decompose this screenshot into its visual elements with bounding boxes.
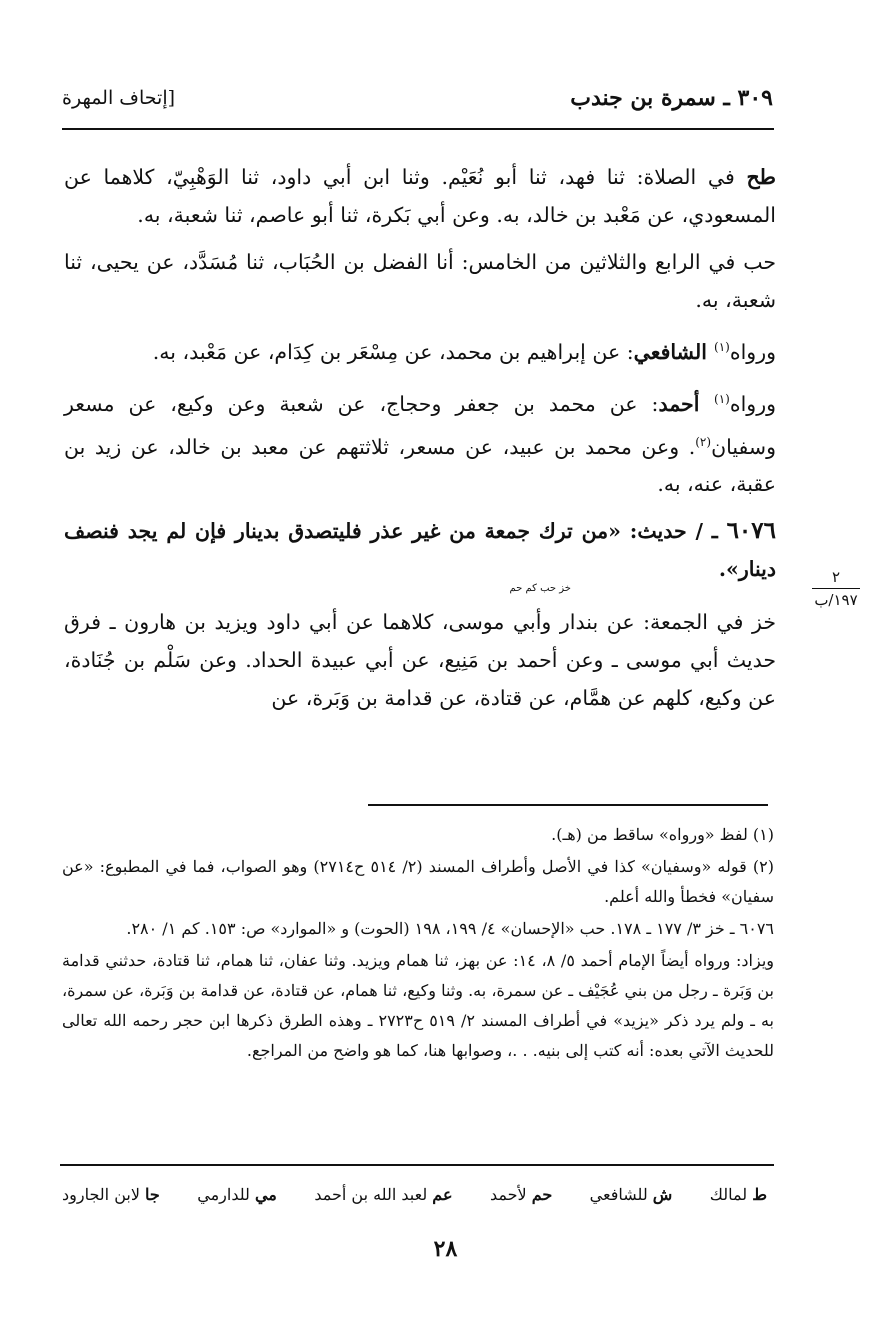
- margin-note: [806, 568, 866, 609]
- abbr-item: ش للشافعي: [589, 1185, 673, 1204]
- footnote-4: ويزاد: ورواه أيضاً الإمام أحمد ٥/ ٨، ١٤: عن بهز، ثنا همام ويزيد. وثنا عفان، ثنا همام، ثنا قتادة، حدثني قدامة بن وَبَرة ـ رجل من بني عُجَيْف ـ عن سمرة، به. وثنا وكيع، ثنا همام، عن قتادة، عن قدامة بن وَبَرة، عن سمرة، به ـ ولم يرد ذكر «يزيد» في أطراف المسند ٢/ ٥١٩ ح٢٧٢٣ ـ وهذه الطرق ذكرها ابن حجر رحمه الله تعالى للحديث الآتي بعده: أنه كتب إلى بنيه. . .، وصوابها هنا، كما هو واضح من المراجع.: [62, 951, 774, 1060]
- source-code: طح: [746, 165, 776, 189]
- footnotes: [62, 820, 774, 1068]
- running-header: [62, 78, 773, 118]
- paragraph-text: : عن إبراهيم بن محمد، عن مِسْعَر بن كِدَام، عن مَعْبد، به.: [152, 339, 634, 364]
- margin-note-top: ٢: [831, 568, 841, 586]
- hadith-text: : «من ترك جمعة من غير عذر فليتصدق بدينار فإن لم يجد فنصف دينار».: [64, 519, 776, 582]
- abbr-item: حم لأحمد: [489, 1185, 553, 1204]
- margin-note-line: [812, 588, 860, 589]
- header-rule: [62, 128, 774, 130]
- footnote-2: (٢) قوله «وسفيان» كذا في الأصل وأطراف المسند (٢/ ٥١٤ ح٢٧١٤) وهو الصواب، فما في المطبوع: «عن سفيان» فخطأ والله أعلم.: [62, 857, 774, 906]
- paragraph-text: ورواه: [729, 391, 776, 416]
- hadith-source-codes: خز حب كم حم: [509, 583, 571, 595]
- source-name: الشافعي: [633, 339, 715, 364]
- abbr-item: عم لعبد الله بن أحمد: [314, 1185, 453, 1204]
- paragraph-text: : عن محمد بن جعفر وحجاج، عن شعبة وعن وكيع، عن مسعر وسفيان: [64, 391, 776, 459]
- paragraph-text: ورواه: [729, 339, 776, 364]
- main-text: [64, 158, 776, 726]
- paragraph-5: [64, 603, 776, 717]
- abbreviations-key: [62, 1185, 767, 1204]
- abbr-item: ط لمالك: [709, 1185, 767, 1204]
- paragraph-text: حب في الرابع والثلاثين من الخامس: أنا الفضل بن الحُبَاب، ثنا مُسَدَّد، عن يحيى، ثنا شعبة، به.: [64, 250, 776, 312]
- paragraph-2: [64, 243, 776, 319]
- footnote-rule: [368, 804, 768, 806]
- abbreviations-rule: [60, 1164, 774, 1166]
- paragraph-text: خز في الجمعة: عن بندار وأبي موسى، كلاهما عن أبي داود ويزيد بن هارون ـ فرق حديث أبي موسى ـ وعن أحمد بن مَنِيع، عن أبي عبيدة الحداد. وعن سَلْم بن جُنَادة، عن وكيع، كلهم عن همَّام، عن قتادة، عن قدامة بن وَبَرة، عن: [64, 610, 776, 711]
- hadith-entry: [64, 512, 776, 594]
- book-title: [إتحاف المهرة: [62, 87, 176, 109]
- paragraph-text: في الصلاة: ثنا فهد، ثنا أبو نُعَيْم. وثنا ابن أبي داود، ثنا الوَهْبِيّ، كلاهما عن المسعودي، عن مَعْبد بن خالد، به. وعن أبي بَكرة، ثنا أبو عاصم، ثنا شعبة، به.: [64, 165, 776, 227]
- footnote-ref: (١): [714, 340, 730, 354]
- page-number: ٢٨: [433, 1236, 458, 1262]
- footnote-ref: (١): [714, 391, 730, 406]
- paragraph-4: [64, 380, 776, 504]
- footnote-ref: (٢): [695, 434, 712, 449]
- footnote-1: (١) لفظ «ورواه» ساقط من (هـ).: [551, 825, 774, 844]
- footnote-3: ٦٠٧٦ ـ خز ٣/ ١٧٧ ـ ١٧٨. حب «الإحسان» ٤/ ١٩٩، ١٩٨ (الحوت) و «الموارد» ص: ١٥٣. كم ١/ ٢٨٠.: [126, 919, 774, 938]
- paragraph-text: . وعن محمد بن عبيد، عن مسعر، ثلاثتهم عن معبد بن خالد، عن زيد بن عقبة، عنه، به.: [64, 434, 776, 497]
- paragraph-1: [64, 158, 776, 234]
- paragraph-3: [64, 328, 776, 371]
- abbr-item: مي للدارمي: [197, 1185, 277, 1204]
- abbr-item: جا لابن الجارود: [62, 1185, 160, 1204]
- hadith-number: ٦٠٧٦: [726, 517, 776, 545]
- hadith-label: ـ / حديث: [637, 519, 727, 544]
- source-name: أحمد: [658, 391, 715, 416]
- section-title: ٣٠٩ ـ سمرة بن جندب: [570, 85, 773, 111]
- margin-note-bottom: ١٩٧/ب: [814, 591, 858, 609]
